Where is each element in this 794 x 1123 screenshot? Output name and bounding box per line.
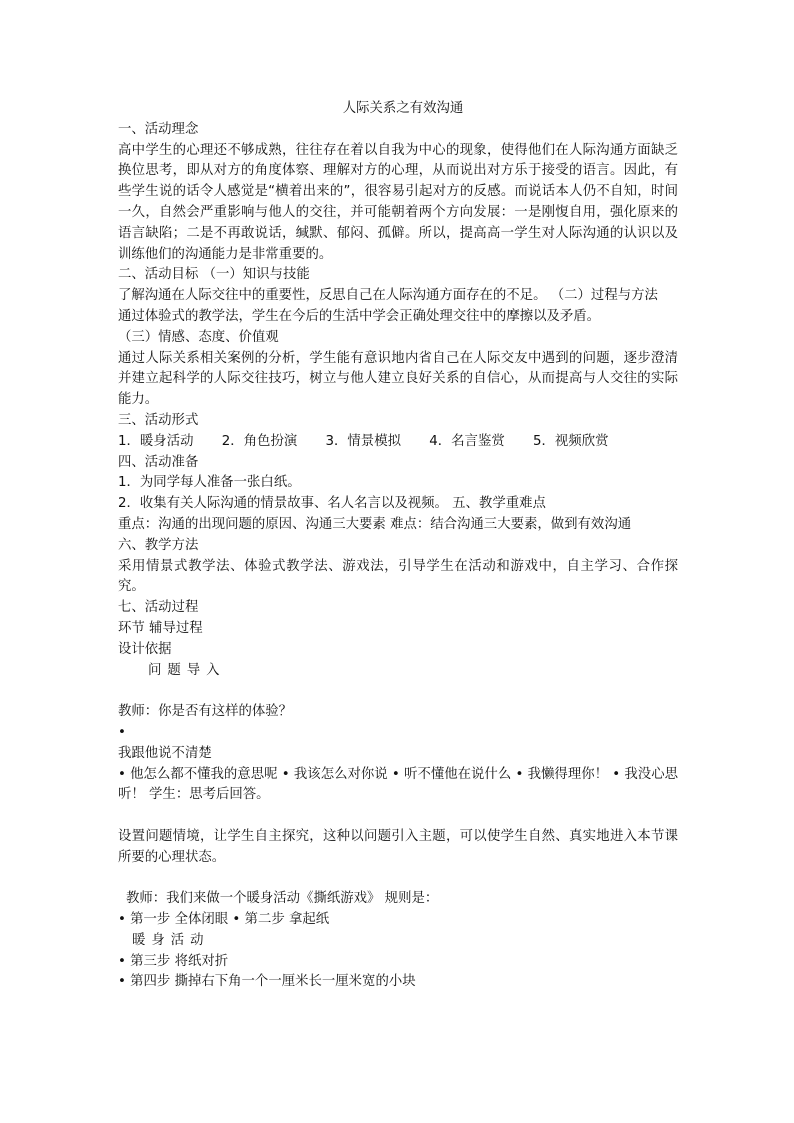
blank-line: [118, 681, 678, 702]
section-heading-process: 七、活动过程: [118, 600, 199, 616]
example-phrases-list: • 他怎么都不懂我的意思呢 • 我该怎么对你说 • 听不懂他在说什么 • 我懒得理你！ • 我没心思听！ 学生：思考后回答。: [118, 766, 678, 803]
activity-form-item: 4．名言鉴赏: [429, 433, 505, 449]
lone-bullet: •: [118, 724, 126, 740]
teacher-question: 教师：你是否有这样的体验？: [118, 704, 293, 720]
document-page: [118, 99, 678, 993]
section-heading-forms: 三、活动形式: [118, 412, 199, 428]
section-heading-preparation: 四、活动准备: [118, 454, 199, 470]
activity-form-item: 3．情景模拟: [325, 433, 401, 449]
section-heading-goals: 二、活动目标 （一）知识与技能: [118, 267, 310, 283]
preparation-item: 2．收集有关人际沟通的情景故事、名人名言以及视频。 五、教学重难点: [118, 496, 546, 512]
process-column-header: 环节 辅导过程: [118, 620, 203, 636]
preparation-item: 1．为同学每人准备一张白纸。: [118, 475, 301, 491]
design-basis-header: 设计依据: [118, 641, 172, 657]
stage-label-warmup: 暖身活动: [132, 932, 210, 948]
goals-subheading-emotion: （三）情感、态度、价值观: [118, 329, 279, 345]
blank-line: [118, 806, 678, 827]
game-step: • 第四步 撕掉右下角一个一厘米长一厘米宽的小块: [118, 974, 416, 990]
teacher-game-intro: 教师：我们来做一个暖身活动《撕纸游戏》 规则是：: [126, 891, 439, 907]
game-step: • 第三步 将纸对折: [118, 953, 229, 969]
game-step: • 第一步 全体闭眼 • 第二步 拿起纸: [118, 912, 330, 928]
blank-line: [118, 868, 678, 889]
goals-process-paragraph: 通过体验式的教学法，学生在今后的生活中学会正确处理交往中的摩擦以及矛盾。: [118, 308, 601, 324]
activity-form-item: 5．视频欣赏: [533, 433, 609, 449]
document-title: 人际关系之有效沟通: [342, 101, 464, 116]
section-heading-concept: 一、活动理念: [118, 121, 199, 137]
concept-paragraph: 高中学生的心理还不够成熟，往往存在着以自我为中心的现象，使得他们在人际沟通方面缺乏换位思考，即从对方的角度体察、理解对方的心理，从而说出对方乐于接受的语言。因此，有些学生说的话令人感觉是“横着出来的”，很容易引起对方的反感。而说话本人仍不自知，时间一久，自然会严重影响与他人的交往，并可能朝着两个方向发展：一是刚愎自用，强化原来的语言缺陷；二是不再敢说话，缄默、郁闷、孤僻。所以，提高高一学生对人际沟通的认识以及训练他们的沟通能力是非常重要的。: [118, 142, 678, 262]
design-rationale-paragraph: 设置问题情境，让学生自主探究，这种以问题引入主题，可以使学生自然、真实地进入本节课所要的心理状态。: [118, 828, 678, 865]
activity-forms-list: [118, 432, 678, 453]
stage-label-problem-intro: 问题导入: [148, 662, 226, 678]
activity-form-item: 1．暖身活动: [118, 433, 194, 449]
key-difficult-points: 重点：沟通的出现问题的原因、沟通三大要素 难点：结合沟通三大要素，做到有效沟通: [118, 516, 632, 532]
goals-emotion-paragraph: 通过人际关系相关案例的分析，学生能有意识地内省自己在人际交友中遇到的问题，逐步澄清并建立起科学的人际交往技巧，树立与他人建立良好关系的自信心，从而提高与人交往的实际能力。: [118, 350, 678, 408]
example-phrase: 我跟他说不清楚: [118, 745, 212, 761]
goals-knowledge-paragraph: 了解沟通在人际交往中的重要性，反思自己在人际沟通方面存在的不足。 （二）过程与方法: [118, 288, 658, 304]
activity-form-item: 2．角色扮演: [221, 433, 298, 449]
methods-paragraph: 采用情景式教学法、体验式教学法、游戏法，引导学生在活动和游戏中，自主学习、合作探究。: [118, 558, 678, 595]
section-heading-methods: 六、教学方法: [118, 537, 199, 553]
